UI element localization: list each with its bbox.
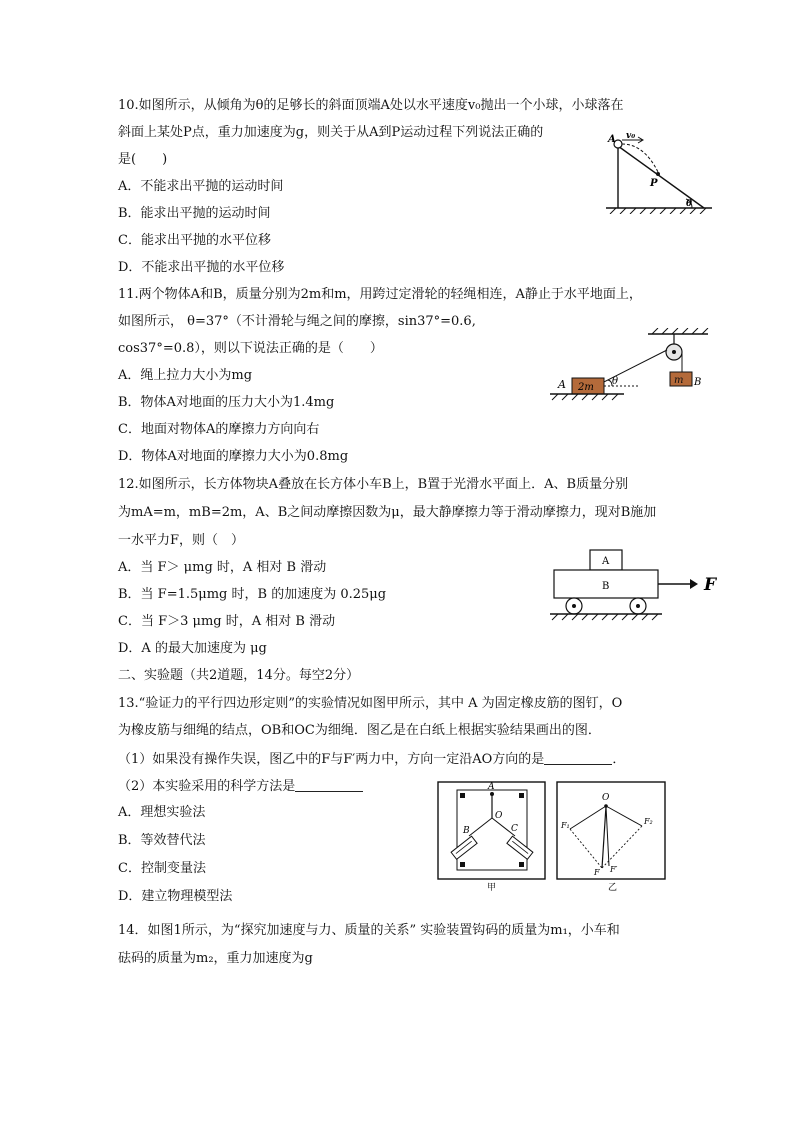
figure-label-a: A: [488, 782, 495, 792]
q11-pulley-figure: [548, 328, 712, 410]
figure-label-theta: θ: [612, 376, 619, 387]
q13-sub1: [118, 750, 625, 769]
figure-caption-jia: 甲: [487, 883, 497, 892]
q13-option-c: C．控制变量法: [118, 861, 206, 876]
q13-sub2: [118, 777, 363, 796]
figure-label-a: A: [608, 134, 616, 145]
figure-label-o: O: [495, 811, 503, 821]
q10-line3: 是( ): [118, 152, 168, 167]
q11-option-d: D．物体A对地面的摩擦力大小为0.8mg: [118, 449, 349, 464]
q13-sub1-end: ．: [612, 752, 626, 767]
q13-option-d: D．建立物理模型法: [118, 889, 233, 904]
q14-line1: 14．如图1所示，为“探究加速度与力、质量的关系” 实验装置钩码的质量为m₁，小车和: [118, 923, 620, 938]
q12-cart-figure: [550, 548, 730, 626]
q12-line3: 一水平力F，则（ ）: [118, 533, 245, 548]
q10-option-c: C．能求出平抛的水平位移: [118, 233, 271, 248]
figure-label-f2: F₂: [644, 817, 653, 826]
figure-label-o: O: [602, 793, 610, 803]
q10-option-d: D．不能求出平抛的水平位移: [118, 260, 285, 275]
q13-sub2-answer-blank: [295, 777, 363, 792]
q10-option-b: B．能求出平抛的运动时间: [118, 206, 271, 221]
figure-label-a: A: [558, 378, 566, 391]
q13-sub1-text: （1）如果没有操作失误，图乙中的F与F′两力中，方向一定沿AO方向的是: [118, 752, 545, 767]
q11-option-b: B．物体A对地面的压力大小为1.4mg: [118, 395, 335, 410]
q14-line2: 砝码的质量为m₂，重力加速度为g: [118, 951, 313, 966]
q12-option-c: C．当 F＞3 μmg 时，A 相对 B 滑动: [118, 614, 336, 629]
q12-option-d: D．A 的最大加速度为 μg: [118, 641, 267, 656]
figure-label-theta: θ: [686, 199, 693, 209]
q11-option-c: C．地面对物体A的摩擦力方向向右: [118, 422, 320, 437]
q13-option-a: A．理想实验法: [118, 805, 206, 820]
figure-label-p: P: [650, 178, 658, 189]
q13-line2: 为橡皮筋与细绳的结点，OB和OC为细绳．图乙是在白纸上根据实验结果画出的图．: [118, 723, 601, 738]
q11-option-a: A．绳上拉力大小为mg: [118, 368, 253, 383]
q12-line1: 12.如图所示，长方体物块A叠放在长方体小车B上，B置于光滑水平面上．A、B质量分别: [118, 477, 629, 492]
figure-caption-yi: 乙: [608, 883, 618, 892]
q12-option-b: B．当 F=1.5μmg 时，B 的加速度为 0.25μg: [118, 587, 387, 602]
q13-figure-jia: [437, 780, 547, 892]
figure-label-c: C: [511, 824, 518, 834]
q13-line1: 13.“验证力的平行四边形定则”的实验情况如图甲所示，其中 A 为固定橡皮筋的图钉，O: [118, 696, 623, 711]
figure-label-f: F: [704, 575, 717, 595]
q11-line3: cos37°=0.8），则以下说法正确的是（ ）: [118, 341, 383, 356]
figure-label-f: F: [594, 868, 600, 877]
q13-option-b: B．等效替代法: [118, 833, 206, 848]
q10-incline-figure: [600, 130, 716, 214]
q11-line1: 11.两个物体A和B，质量分别为2m和m，用跨过定滑轮的轻绳相连，A静止于水平地面上，: [118, 287, 642, 302]
figure-label-v0: v₀: [626, 131, 636, 141]
figure-label-b: B: [602, 581, 610, 592]
section-title-experiments: 二、实验题（共2道题，14分。每空2分）: [118, 668, 360, 683]
figure-label-b: B: [463, 826, 470, 836]
q13-figure-yi: [556, 780, 668, 892]
q10-line1: 10.如图所示，从倾角为θ的足够长的斜面顶端A处以水平速度v₀抛出一个小球，小球落在: [118, 98, 624, 113]
q10-option-a: A．不能求出平抛的运动时间: [118, 179, 284, 194]
q12-option-a: A．当 F＞ μmg 时，A 相对 B 滑动: [118, 560, 327, 575]
q10-line2: 斜面上某处P点，重力加速度为g，则关于从A到P运动过程下列说法正确的: [118, 125, 544, 140]
q12-line2: 为mA=m，mB=2m，A、B之间动摩擦因数为μ，最大静摩擦力等于滑动摩擦力，现对B施加: [118, 505, 657, 520]
figure-label-f1: F₁: [561, 821, 570, 830]
figure-label-a: A: [602, 556, 610, 567]
figure-label-m: m: [674, 375, 684, 386]
q11-line2: 如图所示， θ=37°（不计滑轮与绳之间的摩擦，sin37°=0.6,: [118, 314, 476, 329]
q13-sub1-answer-blank: [544, 750, 612, 765]
q13-sub2-text: （2）本实验采用的科学方法是: [118, 779, 296, 794]
figure-label-b: B: [694, 377, 702, 388]
figure-label-f-prime: F′: [610, 865, 618, 874]
figure-label-2m: 2m: [578, 382, 594, 393]
